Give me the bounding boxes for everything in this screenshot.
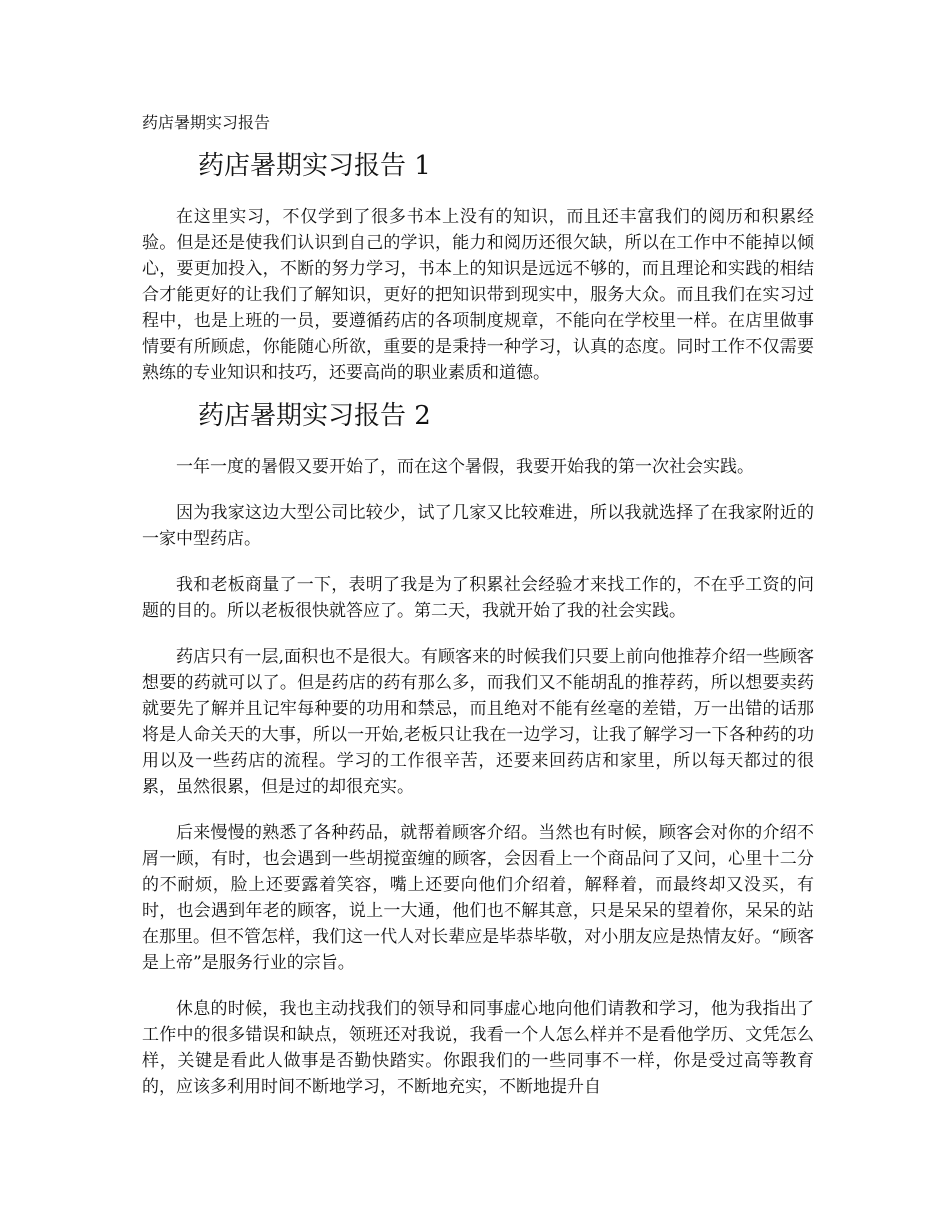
paragraph: 在这里实习，不仅学到了很多书本上没有的知识，而且还丰富我们的阅历和积累经验。但是还是使我们认识到自己的学识，能力和阅历还很欠缺，所以在工作中不能掉以倾心，要更加投入，不断的努力学习，书本上的知识是远远不够的，而且理论和实践的相结合才能更好的让我们了解知识，更好的把知识带到现实中，服务大众。而且我们在实习过程中，也是上班的一员，要遵循药店的各项制度规章，不能向在学校里一样。在店里做事情要有所顾虑，你能随心所欲，重要的是秉持一种学习，认真的态度。同时工作不仅需要熟练的专业知识和技巧，还要高尚的职业素质和道德。 — [142, 207, 814, 383]
paragraph: 药店只有一层,面积也不是很大。有顾客来的时候我们只要上前向他推荐介绍一些顾客想要的药就可以了。但是药店的药有那么多，而我们又不能胡乱的推荐药，所以想要卖药就要先了解并且记牢每种要的功用和禁忌，而且绝对不能有丝毫的差错，万一出错的话那将是人命关天的大事，所以一开始,老板只让我在一边学习，让我了解学习一下各种药的功用以及一些药店的流程。学习的工作很辛苦，还要来回药店和家里，所以每天都过的很累，虽然很累，但是过的却很充实。 — [142, 647, 814, 797]
section-heading: 药店暑期实习报告 2 — [198, 401, 431, 431]
section-2 — [142, 398, 814, 1100]
paragraph: 因为我家这边大型公司比较少，试了几家又比较难进，所以我就选择了在我家附近的一家中型药店。 — [142, 503, 814, 549]
paragraph: 一年一度的暑假又要开始了，而在这个暑假，我要开始我的第一次社会实践。 — [176, 457, 754, 477]
paragraph: 我和老板商量了一下，表明了我是为了积累社会经验才来找工作的，不在乎工资的问题的目的。所以老板很快就答应了。第二天，我就开始了我的社会实践。 — [142, 575, 814, 621]
document-title: 药店暑期实习报告 — [142, 113, 271, 132]
section-1 — [142, 148, 814, 386]
paragraph: 后来慢慢的熟悉了各种药品，就帮着顾客介绍。当然也有时候，顾客会对你的介绍不屑一顾，有时，也会遇到一些胡搅蛮缠的顾客，会因看上一个商品问了又问，心里十二分的不耐烦，脸上还要露着笑容，嘴上还要向他们介绍着，解释着，而最终却又没买，有时，也会遇到年老的顾客，说上一大通，他们也不解其意，只是呆呆的望着你，呆呆的站在那里。但不管怎样，我们这一代人对长辈应是毕恭毕敬，对小朋友应是热情友好。“顾客是上帝”是服务行业的宗旨。 — [142, 823, 814, 973]
document-page — [142, 112, 814, 1120]
paragraph: 休息的时候，我也主动找我们的领导和同事虚心地向他们请教和学习，他为我指出了工作中的很多错误和缺点，领班还对我说，我看一个人怎么样并不是看他学历、文凭怎么样，关键是看此人做事是否勤快踏实。你跟我们的一些同事不一样，你是受过高等教育的，应该多利用时间不断地学习，不断地充实，不断地提升自 — [142, 999, 814, 1097]
section-heading: 药店暑期实习报告 1 — [198, 151, 431, 181]
